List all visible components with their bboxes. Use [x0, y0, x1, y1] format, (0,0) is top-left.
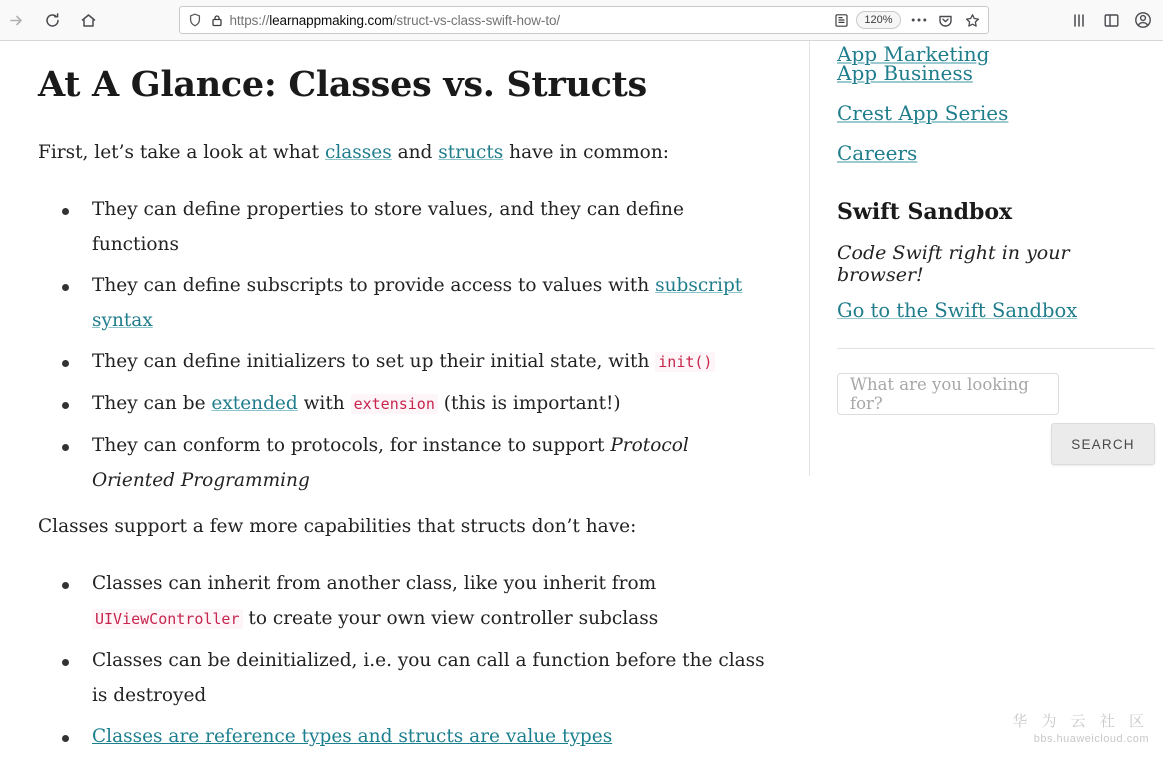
swift-sandbox-link[interactable]: Go to the Swift Sandbox [837, 299, 1078, 322]
padlock-icon[interactable] [209, 12, 225, 28]
list-item [38, 643, 770, 713]
bullet-text: They can define initializers to set up their initial state, with [92, 351, 656, 372]
sidebar [837, 41, 1163, 465]
url-path: /struct-vs-class-swift-how-to/ [392, 12, 561, 28]
common-capabilities-list [38, 192, 769, 498]
link-subscript-syntax[interactable]: subscript syntax [92, 275, 743, 331]
search-input-wrapper[interactable] [837, 373, 1059, 415]
swift-sandbox-tagline: Code Swift right in your browser! [837, 242, 1070, 286]
sidebar-item-crest-app-series[interactable]: Crest App Series [837, 101, 1009, 125]
search-placeholder: What are you looking for? [850, 375, 1029, 413]
intro-after: have in common: [503, 142, 669, 163]
sidebar-item-app-marketing[interactable]: App Marketing [837, 42, 990, 66]
article-lower [0, 481, 810, 760]
list-item [38, 566, 770, 637]
second-paragraph: Classes support a few more capabilities that structs don’t have: [38, 516, 637, 537]
zoom-level-badge[interactable]: 120% [856, 11, 900, 29]
list-item [38, 719, 770, 754]
url-scheme: https:// [229, 12, 270, 28]
link-extended[interactable]: extended [211, 393, 298, 414]
watermark-line-1: 华 为 云 社 区 [1012, 713, 1149, 730]
navigation-buttons [0, 6, 102, 34]
reader-view-icon[interactable] [831, 10, 851, 30]
bullet-text: They can define subscripts to provide access to values with [92, 275, 656, 296]
bullet-text-after: (this is important!) [437, 393, 621, 414]
library-icon[interactable] [1065, 6, 1093, 34]
list-item [38, 192, 769, 262]
swift-sandbox-heading: Swift Sandbox [837, 199, 1013, 225]
list-item [38, 344, 769, 380]
browser-toolbar [0, 0, 1163, 41]
sidebar-item-app-business[interactable]: App Business [837, 61, 973, 85]
list-item [38, 386, 769, 422]
code-uiviewcontroller: UIViewController [92, 609, 243, 629]
url-host: learnappmaking.com [269, 12, 393, 28]
page-title: At A Glance: Classes vs. Structs [38, 64, 647, 105]
code-init: init() [655, 352, 715, 372]
article-upper [0, 41, 810, 491]
pocket-icon[interactable] [935, 9, 957, 31]
link-structs[interactable]: structs [438, 142, 504, 163]
watermark-line-2: bbs.huaweicloud.com [1033, 733, 1149, 745]
ellipsis-icon[interactable] [908, 9, 930, 31]
watermark [1012, 710, 1149, 745]
home-icon[interactable] [74, 6, 102, 34]
account-icon[interactable] [1129, 6, 1157, 34]
bullet-text: Classes can be deinitialized, i.e. you can call a function before the class is destroyed [92, 650, 765, 706]
reload-icon[interactable] [38, 6, 66, 34]
url-text[interactable] [230, 13, 827, 28]
link-classes[interactable]: classes [324, 142, 392, 163]
intro-before: First, let’s take a look at what [38, 142, 325, 163]
sidebar-icon[interactable] [1097, 6, 1125, 34]
bullet-text: Classes can inherit from another class, like you inherit from [92, 573, 657, 594]
list-item [38, 268, 769, 338]
bullet-text: They can define properties to store values, and they can define functions [92, 199, 684, 255]
shield-icon[interactable] [186, 11, 204, 29]
forward-icon[interactable] [2, 6, 30, 34]
toolbar-right-buttons [1065, 6, 1163, 34]
code-extension: extension [351, 394, 438, 414]
search-button[interactable]: SEARCH [1051, 423, 1155, 465]
sidebar-item-careers[interactable]: Careers [837, 141, 918, 165]
emphasis-pop: Protocol Oriented Programming [92, 435, 689, 491]
sidebar-divider [837, 348, 1155, 349]
star-icon[interactable] [962, 9, 984, 31]
bullet-text-after: to create your own view controller subclass [242, 608, 659, 629]
urlbar-container [102, 6, 1065, 34]
bullet-text-mid: with [297, 393, 351, 414]
class-capabilities-list [38, 566, 770, 754]
link-reference-vs-value-types[interactable]: Classes are reference types and structs are value types [92, 726, 613, 747]
bullet-text: They can be [92, 393, 212, 414]
address-bar[interactable] [179, 6, 989, 34]
bullet-text: They can conform to protocols, for instance to support [92, 435, 611, 456]
intro-paragraph [38, 135, 769, 170]
page-content [0, 41, 1163, 753]
intro-middle: and [391, 142, 439, 163]
